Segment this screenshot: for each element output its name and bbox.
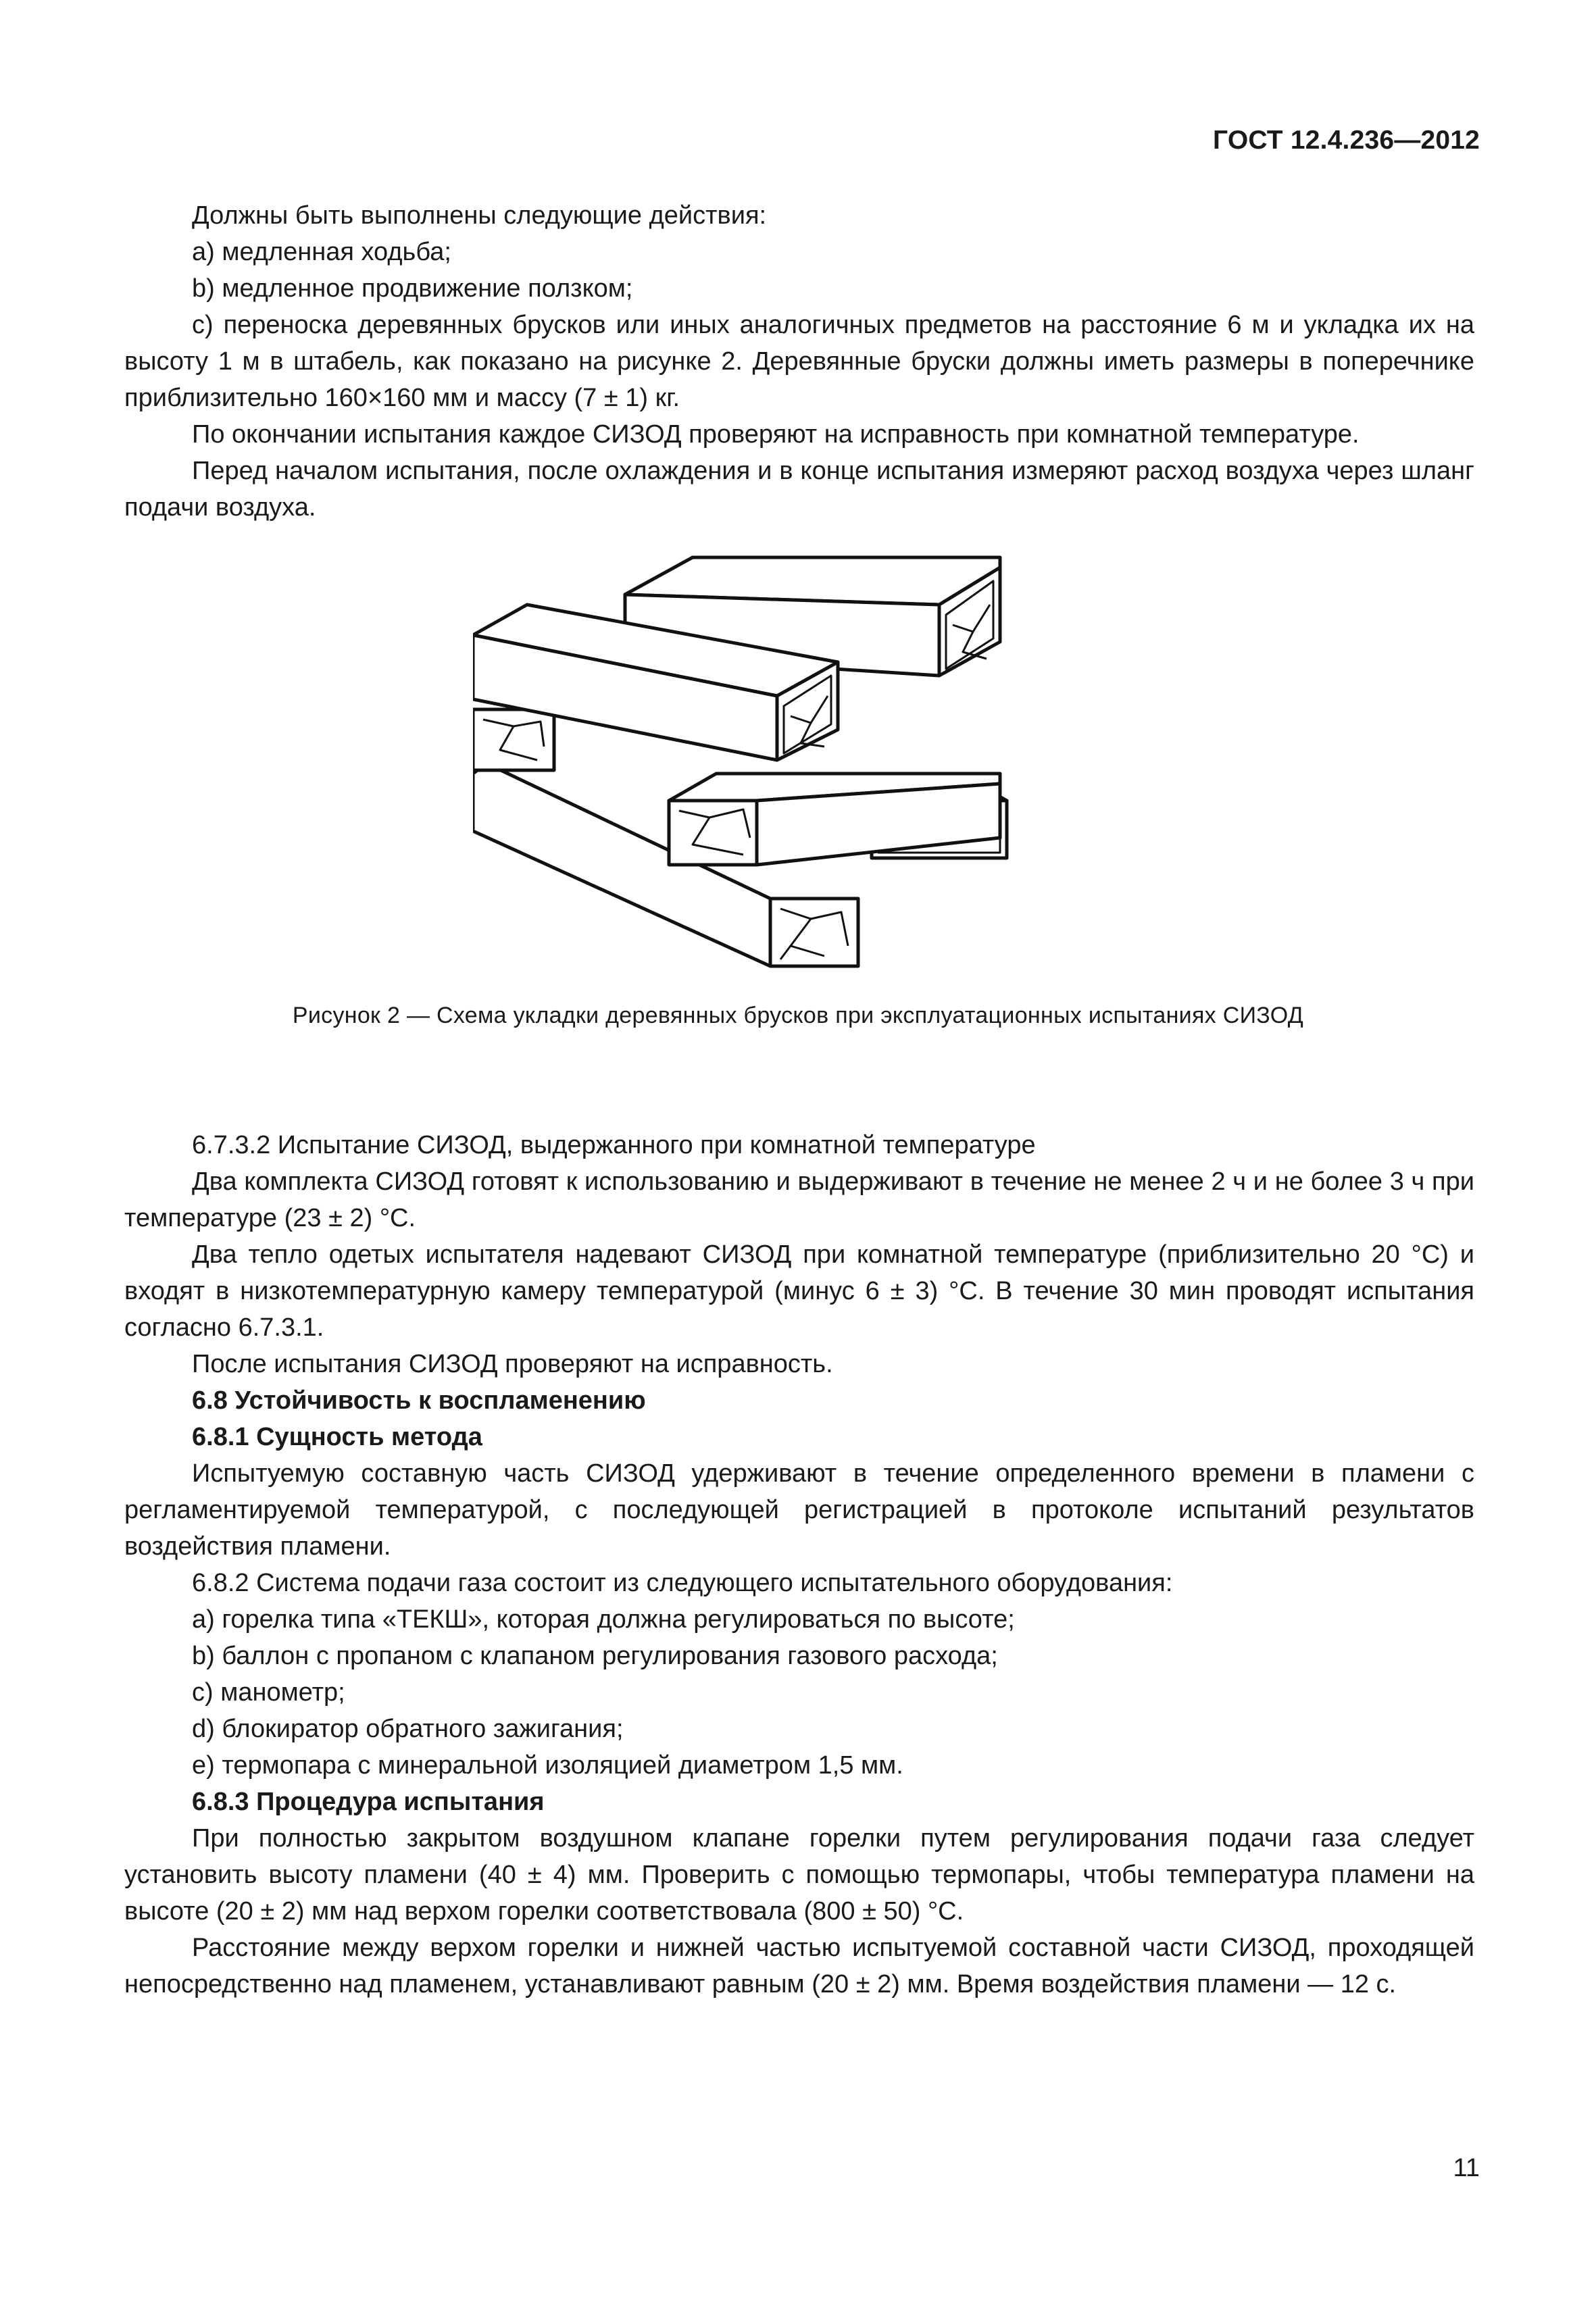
list-item-c: c) переноска деревянных брусков или иных аналогичных предметов на расстояние 6 м и укладка их на высоту 1 м в штабель, как показано на рисунке 2. Деревянные бруски должны иметь размеры в поперечнике приблизительно 160×160 мм и массу (7 ± 1) кг. <box>124 311 1474 412</box>
list-item: b) баллон с пропаном с клапаном регулирования газового расхода; <box>192 1642 998 1670</box>
paragraph: Два тепло одетых испытателя надевают СИЗОД при комнатной температуре (приблизительно 20 °С) и входят в низкотемпературную камеру температурой (минус 6 ± 3) °С. В течение 30 мин проводят испытания согласно 6.7.3.1. <box>124 1240 1474 1342</box>
list-item: c) манометр; <box>192 1678 345 1707</box>
section-6-7-3-2-title: 6.7.3.2 Испытание СИЗОД, выдержанного при комнатной температуре <box>192 1131 1036 1159</box>
list-item: a) горелка типа «ТЕКШ», которая должна регулироваться по высоте; <box>192 1605 1015 1634</box>
paragraph: Испытуемую составную часть СИЗОД удерживают в течение определенного времени в пламени с регламентируемой температурой, с последующей регистрацией в протоколе испытаний результатов воздействия пламени. <box>124 1459 1474 1561</box>
paragraph: Два комплекта СИЗОД готовят к использованию и выдерживают в течение не менее 2 ч и не более 3 ч при температуре (23 ± 2) °С. <box>124 1167 1474 1232</box>
paragraph: Перед началом испытания, после охлаждения и в конце испытания измеряют расход воздуха через шланг подачи воздуха. <box>124 457 1474 522</box>
section-6-8-1-heading: 6.8.1 Сущность метода <box>192 1423 482 1451</box>
section-6-8-heading: 6.8 Устойчивость к воспламенению <box>192 1386 646 1415</box>
paragraph: После испытания СИЗОД проверяют на исправность. <box>192 1350 833 1378</box>
stacked-wooden-blocks-figure <box>473 540 1027 993</box>
document-id: ГОСТ 12.4.236—2012 <box>1213 126 1480 155</box>
section-6-8-2-intro: 6.8.2 Система подачи газа состоит из следующего испытательного оборудования: <box>192 1569 1173 1597</box>
intro-paragraph: Должны быть выполнены следующие действия: <box>192 201 767 230</box>
figure-caption: Рисунок 2 — Схема укладки деревянных брусков при эксплуатационных испытаниях СИЗОД <box>292 1003 1304 1028</box>
paragraph: Расстояние между верхом горелки и нижней частью испытуемой составной части СИЗОД, проходящей непосредственно над пламенем, устанавливают равным (20 ± 2) мм. Время воздействия пламени — 12 с. <box>124 1934 1474 1998</box>
section-6-8-3-heading: 6.8.3 Процедура испытания <box>192 1788 545 1816</box>
list-item: d) блокиратор обратного зажигания; <box>192 1715 624 1743</box>
page-number: 11 <box>1453 2154 1480 2182</box>
list-item: a) медленная ходьба; <box>192 238 451 266</box>
list-item: e) термопара с минеральной изоляцией диаметром 1,5 мм. <box>192 1751 903 1780</box>
paragraph: При полностью закрытом воздушном клапане горелки путем регулирования подачи газа следует установить высоту пламени (40 ± 4) мм. Проверить с помощью термопары, чтобы температура пламени на высоте (20 ± 2) мм над верхом горелки соответствовала (800 ± 50) °С. <box>124 1824 1474 1926</box>
list-item: b) медленное продвижение ползком; <box>192 274 633 303</box>
paragraph: По окончании испытания каждое СИЗОД проверяют на исправность при комнатной температуре. <box>192 420 1360 449</box>
beam-middle-left <box>473 709 554 770</box>
